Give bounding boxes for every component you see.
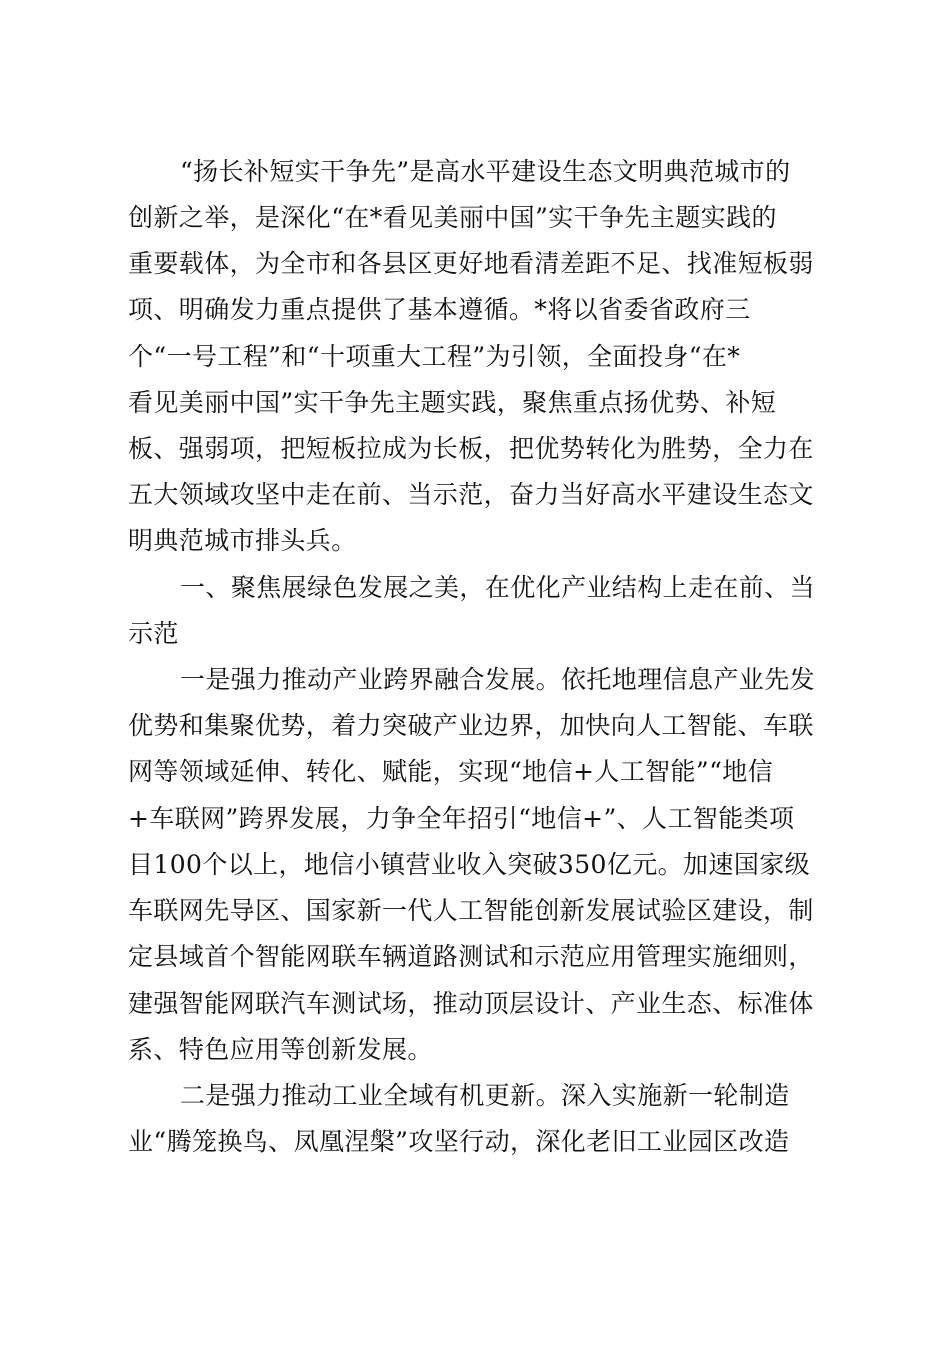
text-line: 建强智能网联汽车测试场，推动顶层设计、产业生态、标准体 xyxy=(128,989,814,1018)
text-line: 一是强力推动产业跨界融合发展。依托地理信息产业先发 xyxy=(180,665,816,694)
text-line: 目100个以上，地信小镇营业收入突破350亿元。加速国家级 xyxy=(128,850,811,879)
text-line: 五大领域攻坚中走在前、当示范，奋力当好高水平建设生态文 xyxy=(128,480,814,509)
heading-line: 示范 xyxy=(128,619,179,648)
text-line: 明典范城市排头兵。 xyxy=(128,526,357,555)
text-line: 板、强弱项，把短板拉成为长板，把优势转化为胜势，全力在 xyxy=(128,434,814,463)
text-line: 看见美丽中国”实干争先主题实践，聚焦重点扬优势、补短 xyxy=(128,388,777,417)
text-line: 重要载体，为全市和各县区更好地看清差距不足、找准短板弱 xyxy=(128,249,814,278)
text-line: 系、特色应用等创新发展。 xyxy=(128,1035,433,1064)
text-line: 二是强力推动工业全域有机更新。深入实施新一轮制造 xyxy=(180,1081,790,1110)
heading-line: 一、聚焦展绿色发展之美，在优化产业结构上走在前、当 xyxy=(180,573,816,602)
text-line: 业“腾笼换鸟、凤凰涅槃”攻坚行动，深化老旧工业园区改造 xyxy=(128,1127,790,1156)
text-line: 个“一号工程”和“十项重大工程”为引领，全面投身“在* xyxy=(128,342,741,371)
text-line: 车联网先导区、国家新一代人工智能创新发展试验区建设，制 xyxy=(128,896,814,925)
text-line: 项、明确发力重点提供了基本遵循。*将以省委省政府三 xyxy=(128,295,751,324)
text-line: “扬长补短实干争先”是高水平建设生态文明典范城市的 xyxy=(180,157,791,186)
text-line: 网等领域延伸、转化、赋能，实现“地信+人工智能”“地信 xyxy=(128,757,774,786)
text-line: 优势和集聚优势，着力突破产业边界，加快向人工智能、车联 xyxy=(128,711,814,740)
text-line: 定县域首个智能网联车辆道路测试和示范应用管理实施细则， xyxy=(128,942,814,971)
text-line: +车联网”跨界发展，力争全年招引“地信+”、人工智能类项 xyxy=(128,804,795,833)
text-line: 创新之举，是深化“在*看见美丽中国”实干争先主题实践的 xyxy=(128,203,777,232)
